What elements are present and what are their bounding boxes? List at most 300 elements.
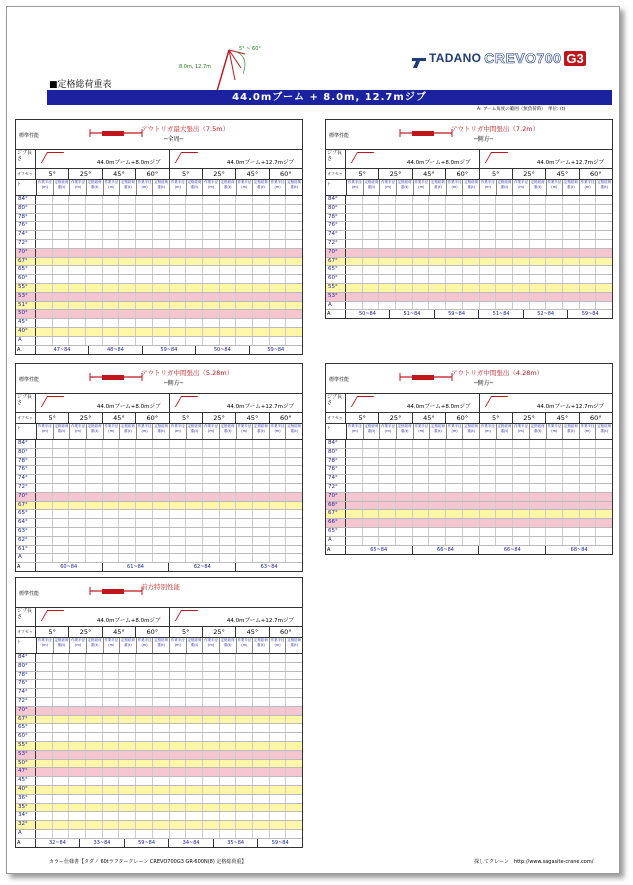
table-cell bbox=[53, 475, 70, 483]
jib-icon bbox=[484, 396, 507, 407]
column-subheader: 作業半径(m) bbox=[70, 424, 87, 439]
table-cell bbox=[286, 502, 302, 510]
table-cell bbox=[119, 510, 136, 518]
table-cell bbox=[286, 554, 302, 562]
jib-group-label: 44.0mブーム+8.0mジブ bbox=[96, 404, 161, 410]
table-cell bbox=[496, 196, 513, 204]
table-cell bbox=[286, 663, 302, 671]
table-cell bbox=[253, 795, 270, 803]
offset-angle-header: 60° bbox=[590, 170, 602, 178]
column-subheader: 定格総荷重(t) bbox=[187, 424, 204, 439]
table-cell bbox=[136, 546, 153, 554]
table-cell bbox=[496, 510, 513, 518]
table-cell bbox=[69, 768, 86, 776]
table-cell bbox=[270, 672, 287, 680]
offset-angle-header: 60° bbox=[280, 170, 292, 178]
boom-angle-label: 74° bbox=[326, 475, 346, 483]
table-cell bbox=[119, 689, 136, 697]
table-cell bbox=[413, 493, 430, 501]
boom-angle-label: 40° bbox=[16, 328, 36, 336]
boom-angle-label: 76° bbox=[16, 466, 36, 474]
table-cell bbox=[103, 328, 120, 336]
column-subheader: 作業半径(m) bbox=[380, 180, 397, 195]
table-cell bbox=[119, 519, 136, 527]
table-cell bbox=[36, 510, 53, 518]
table-cell bbox=[86, 205, 103, 213]
table-cell bbox=[396, 231, 413, 239]
table-cell bbox=[136, 795, 153, 803]
table-cell bbox=[53, 830, 70, 838]
table-cell bbox=[530, 275, 547, 283]
table-cell bbox=[596, 214, 612, 222]
table-cell bbox=[220, 302, 237, 310]
table-cell bbox=[153, 449, 170, 457]
table-cell bbox=[546, 284, 563, 292]
column-subheader: 定格総荷重(t) bbox=[563, 424, 580, 439]
column-subheader: 作業半径(m) bbox=[414, 180, 431, 195]
table-cell bbox=[153, 510, 170, 518]
table-cell bbox=[286, 724, 302, 732]
table-cell bbox=[103, 795, 120, 803]
table-cell bbox=[379, 275, 396, 283]
table-cell bbox=[86, 786, 103, 794]
boom-angle-label: 32° bbox=[16, 821, 36, 829]
table-cell bbox=[220, 440, 237, 448]
table-cell bbox=[69, 205, 86, 213]
table-cell bbox=[496, 537, 513, 545]
boom-angle-label: 78° bbox=[326, 458, 346, 466]
table-cell bbox=[53, 546, 70, 554]
column-subheader: 作業半径(m) bbox=[447, 180, 464, 195]
table-cell bbox=[363, 249, 380, 257]
table-cell bbox=[286, 258, 302, 266]
table-cell bbox=[170, 484, 187, 492]
table-cell bbox=[153, 328, 170, 336]
offset-angle-header: 5° bbox=[346, 169, 379, 179]
table-cell bbox=[546, 222, 563, 230]
table-cell bbox=[463, 510, 480, 518]
table-cell bbox=[363, 266, 380, 274]
boom-angle-label: A bbox=[16, 830, 36, 838]
table-cell bbox=[119, 768, 136, 776]
table-cell bbox=[546, 275, 563, 283]
table-cell bbox=[270, 240, 287, 248]
table-cell bbox=[346, 214, 363, 222]
table-row bbox=[16, 716, 302, 725]
table-cell bbox=[69, 663, 86, 671]
table-cell bbox=[170, 519, 187, 527]
table-cell bbox=[203, 654, 220, 662]
panel-header bbox=[326, 364, 612, 394]
table-cell bbox=[253, 751, 270, 759]
table-cell bbox=[153, 337, 170, 345]
table-cell bbox=[203, 302, 220, 310]
table-cell bbox=[286, 293, 302, 301]
table-cell bbox=[286, 804, 302, 812]
table-cell bbox=[253, 554, 270, 562]
table-cell bbox=[203, 293, 220, 301]
table-row bbox=[16, 493, 302, 502]
table-cell bbox=[513, 293, 530, 301]
table-cell bbox=[236, 205, 253, 213]
table-cell bbox=[463, 458, 480, 466]
column-subheader: 作業半径(m) bbox=[270, 638, 287, 653]
table-row bbox=[16, 249, 302, 258]
offset-angle-header: 25° bbox=[203, 169, 236, 179]
table-cell bbox=[286, 742, 302, 750]
table-cell bbox=[286, 751, 302, 759]
table-cell bbox=[53, 466, 70, 474]
table-cell bbox=[86, 724, 103, 732]
table-cell bbox=[496, 440, 513, 448]
table-row bbox=[16, 510, 302, 519]
table-cell bbox=[396, 510, 413, 518]
table-cell bbox=[36, 537, 53, 545]
table-cell bbox=[480, 302, 497, 310]
table-cell bbox=[236, 302, 253, 310]
table-cell bbox=[496, 449, 513, 457]
table-cell bbox=[170, 493, 187, 501]
table-row bbox=[16, 689, 302, 698]
table-cell bbox=[69, 293, 86, 301]
table-cell bbox=[220, 528, 237, 536]
boom-angle-label: 70° bbox=[326, 493, 346, 501]
table-cell bbox=[270, 724, 287, 732]
table-cell bbox=[36, 733, 53, 741]
boom-angle-label: 67° bbox=[16, 716, 36, 724]
table-cell bbox=[119, 663, 136, 671]
table-cell bbox=[103, 672, 120, 680]
table-cell bbox=[153, 768, 170, 776]
table-cell bbox=[236, 440, 253, 448]
table-cell bbox=[346, 458, 363, 466]
table-cell bbox=[53, 528, 70, 536]
table-cell bbox=[530, 537, 547, 545]
column-subheader: 作業半径(m) bbox=[104, 424, 121, 439]
table-cell bbox=[153, 528, 170, 536]
table-cell bbox=[53, 654, 70, 662]
boom-angle-label: 74° bbox=[326, 231, 346, 239]
table-cell bbox=[153, 786, 170, 794]
table-cell bbox=[86, 502, 103, 510]
jib-group-header bbox=[36, 608, 170, 626]
offset-angle-header: 25° bbox=[379, 413, 412, 423]
table-row bbox=[326, 231, 612, 240]
table-cell bbox=[513, 537, 530, 545]
table-cell bbox=[253, 672, 270, 680]
table-cell bbox=[186, 786, 203, 794]
footer-right: 探してクレーン http://www.sagasite-crane.com/ bbox=[474, 859, 594, 865]
jib-group-label: 44.0mブーム+12.7mジブ bbox=[536, 404, 604, 410]
boom-angle-label: 76° bbox=[326, 466, 346, 474]
table-row bbox=[326, 502, 612, 511]
table-cell bbox=[379, 484, 396, 492]
jib-length-corner: ジブ長さ bbox=[16, 150, 36, 168]
offset-angle-header: 25° bbox=[513, 413, 546, 423]
column-subheader: 作業半径(m) bbox=[203, 638, 220, 653]
table-cell bbox=[396, 528, 413, 536]
table-cell bbox=[270, 663, 287, 671]
table-cell bbox=[170, 724, 187, 732]
angle-range-row bbox=[16, 346, 302, 354]
table-cell bbox=[253, 214, 270, 222]
table-cell bbox=[580, 484, 597, 492]
table-cell bbox=[86, 266, 103, 274]
table-cell bbox=[36, 716, 53, 724]
table-row bbox=[16, 475, 302, 484]
column-subheader: 定格総荷重(t) bbox=[530, 180, 547, 195]
angle-range-cell: 59~84 bbox=[143, 346, 196, 354]
table-cell bbox=[286, 546, 302, 554]
table-cell bbox=[580, 440, 597, 448]
table-cell bbox=[86, 449, 103, 457]
angle-range-cell: 66~84 bbox=[413, 546, 480, 554]
table-cell bbox=[103, 249, 120, 257]
table-cell bbox=[496, 266, 513, 274]
table-cell bbox=[69, 707, 86, 715]
table-cell bbox=[346, 222, 363, 230]
boom-angle-label: 72° bbox=[326, 484, 346, 492]
table-cell bbox=[69, 484, 86, 492]
table-cell bbox=[53, 440, 70, 448]
offset-angle-header: 25° bbox=[69, 169, 102, 179]
table-cell bbox=[153, 284, 170, 292]
table-cell bbox=[119, 205, 136, 213]
load-chart-panel bbox=[325, 119, 613, 319]
table-cell bbox=[220, 205, 237, 213]
table-cell bbox=[220, 337, 237, 345]
column-subheader: 作業半径(m) bbox=[414, 424, 431, 439]
table-cell bbox=[203, 475, 220, 483]
table-cell bbox=[53, 812, 70, 820]
table-row bbox=[16, 205, 302, 214]
table-cell bbox=[513, 493, 530, 501]
table-cell bbox=[596, 266, 612, 274]
table-cell bbox=[480, 240, 497, 248]
table-cell bbox=[186, 449, 203, 457]
jib-group-header bbox=[170, 608, 303, 626]
panel-header bbox=[16, 120, 302, 150]
table-cell bbox=[563, 458, 580, 466]
table-cell bbox=[236, 777, 253, 785]
table-cell bbox=[186, 698, 203, 706]
table-cell bbox=[36, 440, 53, 448]
table-cell bbox=[496, 528, 513, 536]
table-cell bbox=[463, 214, 480, 222]
table-cell bbox=[413, 266, 430, 274]
table-cell bbox=[170, 458, 187, 466]
table-cell bbox=[186, 777, 203, 785]
table-cell bbox=[446, 258, 463, 266]
table-cell bbox=[36, 554, 53, 562]
table-cell bbox=[286, 249, 302, 257]
outrigger-direction: ─側方─ bbox=[474, 136, 494, 143]
table-cell bbox=[463, 519, 480, 527]
panel-header bbox=[16, 578, 302, 608]
table-cell bbox=[429, 258, 446, 266]
table-cell bbox=[186, 510, 203, 518]
table-cell bbox=[253, 786, 270, 794]
table-cell bbox=[69, 654, 86, 662]
table-cell bbox=[413, 196, 430, 204]
table-cell bbox=[530, 231, 547, 239]
table-cell bbox=[53, 484, 70, 492]
table-cell bbox=[446, 449, 463, 457]
table-cell bbox=[463, 493, 480, 501]
table-cell bbox=[203, 795, 220, 803]
table-cell bbox=[286, 689, 302, 697]
table-cell bbox=[236, 240, 253, 248]
table-cell bbox=[446, 284, 463, 292]
table-cell bbox=[253, 275, 270, 283]
table-cell bbox=[53, 510, 70, 518]
table-cell bbox=[396, 475, 413, 483]
table-cell bbox=[203, 275, 220, 283]
table-cell bbox=[136, 733, 153, 741]
table-cell bbox=[53, 804, 70, 812]
table-cell bbox=[363, 458, 380, 466]
table-cell bbox=[53, 502, 70, 510]
table-cell bbox=[286, 196, 302, 204]
table-row bbox=[326, 449, 612, 458]
boom-angle-label: 84° bbox=[326, 196, 346, 204]
table-cell bbox=[286, 760, 302, 768]
boom-angle-label: 53° bbox=[16, 293, 36, 301]
table-cell bbox=[153, 554, 170, 562]
table-cell bbox=[346, 510, 363, 518]
table-cell bbox=[119, 284, 136, 292]
table-cell bbox=[270, 528, 287, 536]
table-cell bbox=[86, 804, 103, 812]
table-cell bbox=[236, 689, 253, 697]
table-cell bbox=[220, 777, 237, 785]
table-cell bbox=[119, 337, 136, 345]
table-cell bbox=[253, 231, 270, 239]
angle-range-cell: 61~84 bbox=[103, 563, 170, 571]
table-cell bbox=[286, 654, 302, 662]
table-cell bbox=[270, 777, 287, 785]
table-cell bbox=[220, 284, 237, 292]
table-cell bbox=[103, 258, 120, 266]
table-cell bbox=[36, 742, 53, 750]
table-cell bbox=[413, 205, 430, 213]
table-cell bbox=[203, 231, 220, 239]
table-cell bbox=[270, 196, 287, 204]
boom-angle-label: 84° bbox=[16, 196, 36, 204]
table-cell bbox=[136, 293, 153, 301]
table-cell bbox=[546, 231, 563, 239]
table-cell bbox=[103, 733, 120, 741]
angle-range-cell: 59~84 bbox=[271, 839, 289, 846]
table-cell bbox=[596, 258, 612, 266]
table-cell bbox=[186, 707, 203, 715]
table-cell bbox=[563, 502, 580, 510]
table-cell bbox=[220, 222, 237, 230]
table-cell bbox=[170, 698, 187, 706]
table-cell bbox=[153, 310, 170, 318]
table-cell bbox=[480, 266, 497, 274]
table-cell bbox=[496, 214, 513, 222]
table-cell bbox=[563, 484, 580, 492]
column-subheader: 作業半径(m) bbox=[237, 638, 254, 653]
table-cell bbox=[153, 654, 170, 662]
table-cell bbox=[186, 466, 203, 474]
table-cell bbox=[346, 205, 363, 213]
boom-angle-corner bbox=[16, 180, 37, 195]
table-row bbox=[16, 310, 302, 319]
angle-range-cell: 33~84 bbox=[80, 839, 125, 847]
table-cell bbox=[379, 249, 396, 257]
table-cell bbox=[170, 528, 187, 536]
outrigger-title: アウトリガ最大張出（7.5m） bbox=[141, 125, 230, 133]
table-cell bbox=[270, 546, 287, 554]
table-cell bbox=[69, 777, 86, 785]
table-cell bbox=[136, 205, 153, 213]
table-cell bbox=[496, 222, 513, 230]
table-cell bbox=[186, 319, 203, 327]
offset-angle-header: 5° bbox=[36, 627, 69, 637]
table-cell bbox=[463, 302, 480, 310]
table-cell bbox=[53, 196, 70, 204]
boom-angle-label: 45° bbox=[16, 777, 36, 785]
table-cell bbox=[253, 546, 270, 554]
table-cell bbox=[346, 249, 363, 257]
table-cell bbox=[153, 266, 170, 274]
table-cell bbox=[220, 751, 237, 759]
table-cell bbox=[220, 231, 237, 239]
document-sheet bbox=[6, 6, 620, 874]
table-cell bbox=[253, 293, 270, 301]
table-cell bbox=[186, 812, 203, 820]
table-cell bbox=[446, 293, 463, 301]
boom-angle-label: A bbox=[16, 554, 36, 562]
table-cell bbox=[69, 546, 86, 554]
table-cell bbox=[270, 458, 287, 466]
table-cell bbox=[236, 707, 253, 715]
table-cell bbox=[530, 284, 547, 292]
table-cell bbox=[253, 716, 270, 724]
boom-angle-label: 55° bbox=[16, 742, 36, 750]
table-cell bbox=[119, 707, 136, 715]
table-cell bbox=[103, 768, 120, 776]
table-cell bbox=[69, 804, 86, 812]
table-cell bbox=[429, 466, 446, 474]
boom-angle-label: 65° bbox=[326, 266, 346, 274]
table-cell bbox=[136, 231, 153, 239]
table-cell bbox=[103, 760, 120, 768]
column-subheader: 作業半径(m) bbox=[37, 180, 54, 195]
angle-range-row bbox=[326, 546, 612, 554]
table-cell bbox=[363, 231, 380, 239]
table-cell bbox=[86, 319, 103, 327]
table-cell bbox=[513, 231, 530, 239]
boom-angle-label: 65° bbox=[16, 266, 36, 274]
table-cell bbox=[596, 275, 612, 283]
outrigger-icon bbox=[88, 123, 144, 141]
table-cell bbox=[286, 528, 302, 536]
table-cell bbox=[236, 537, 253, 545]
angle-range-cell: 65~84 bbox=[346, 546, 413, 554]
table-cell bbox=[153, 231, 170, 239]
table-cell bbox=[286, 319, 302, 327]
table-cell bbox=[496, 466, 513, 474]
jib-group-label: 44.0mブーム+12.7mジブ bbox=[226, 404, 294, 410]
angle-range-cell: 63~84 bbox=[260, 564, 278, 571]
table-cell bbox=[136, 310, 153, 318]
table-cell bbox=[220, 196, 237, 204]
table-cell bbox=[270, 742, 287, 750]
table-cell bbox=[186, 502, 203, 510]
